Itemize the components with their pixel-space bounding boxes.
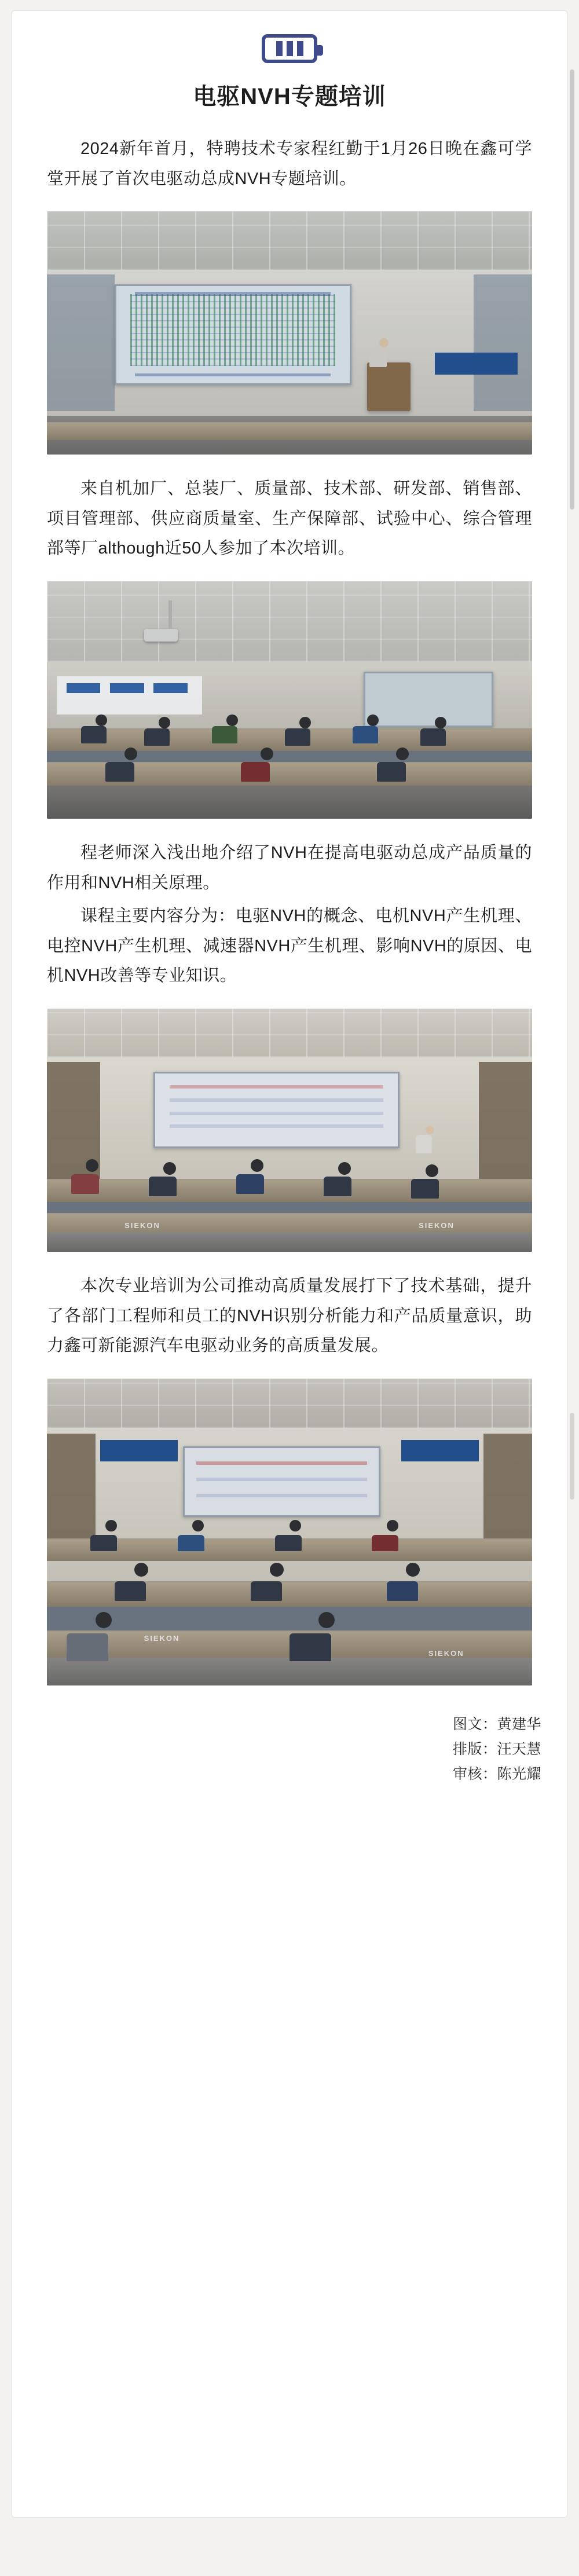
photo-tint xyxy=(47,1379,532,1685)
article-card xyxy=(12,10,567,2518)
battery-icon xyxy=(262,34,317,63)
footer-line-author: 图文：黄建华 xyxy=(452,1716,541,1732)
photo-scene xyxy=(47,211,532,455)
photo-scene xyxy=(47,1009,532,1252)
paragraph-4: 课程主要内容分为：电驱NVH的概念、电机NVH产生机理、电控NVH产生机理、减速器NVH产生机理、影响NVH的原因、电机NVH改善等专业知识。 xyxy=(47,907,532,985)
photo-audience-rows-wide xyxy=(47,581,532,819)
photo-tint xyxy=(47,581,532,819)
footer-line-layout: 排版：汪天慧 xyxy=(452,1740,541,1757)
header-icon-wrap xyxy=(12,34,567,63)
photo-scene xyxy=(47,1379,532,1685)
brand-label: SIEKON xyxy=(428,1649,464,1658)
footer-line-reviewer: 审核：陈光耀 xyxy=(452,1765,541,1782)
page-title: 电驱NVH专题培训 xyxy=(193,84,386,109)
photo-lecture-hall-waveform-screen xyxy=(47,211,532,455)
battery-bar-3 xyxy=(297,41,303,56)
battery-bar-2 xyxy=(287,41,293,56)
photo-classroom-front-projection xyxy=(47,1009,532,1252)
photo-scene xyxy=(47,581,532,819)
article-body xyxy=(12,134,567,1685)
scrollbar-thumb-secondary[interactable] xyxy=(570,1413,574,1500)
brand-label: SIEKON xyxy=(419,1221,455,1230)
paragraph-2: 来自机加厂、总装厂、质量部、技术部、研发部、销售部、项目管理部、供应商质量室、生产保障部、试验中心、综合管理部等厂although近50人参加了本次培训。 xyxy=(47,479,532,558)
battery-bar-1 xyxy=(276,41,283,56)
paragraph-3: 程老师深入浅出地介绍了NVH在提高电驱动总成产品质量的作用和NVH相关原理。 xyxy=(47,844,532,892)
paragraph-1: 2024新年首月，特聘技术专家程红勤于1月26日晚在鑫可学堂开展了首次电驱动总成NVH专题培训。 xyxy=(47,140,532,188)
photo-tint xyxy=(47,211,532,455)
photo-tint xyxy=(47,1009,532,1252)
brand-label: SIEKON xyxy=(124,1221,160,1230)
paragraph-5: 本次专业培训为公司推动高质量发展打下了技术基础，提升了各部门工程师和员工的NVH识别分析能力和产品质量意识，助力鑫可新能源汽车电驱动业务的高质量发展。 xyxy=(47,1277,532,1355)
scrollbar-thumb[interactable] xyxy=(570,69,574,510)
photo-audience-back-view xyxy=(47,1379,532,1685)
brand-label: SIEKON xyxy=(144,1633,180,1643)
article-footer xyxy=(12,1712,567,1790)
page-scrollbar[interactable] xyxy=(572,0,577,2576)
